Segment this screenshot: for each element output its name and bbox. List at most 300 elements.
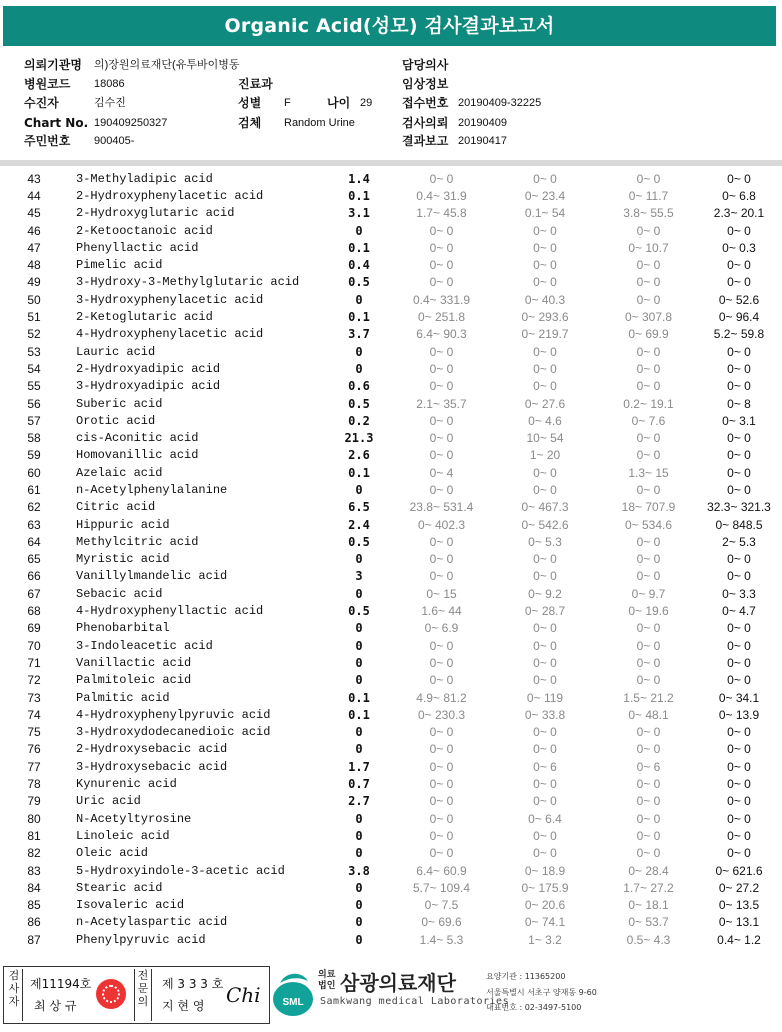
reference-range-1: 1.6~ 44 [421, 604, 462, 619]
result-value: 3.8 [348, 863, 370, 878]
reference-range-2: 0~ 18.9 [524, 863, 566, 878]
table-row [0, 672, 782, 689]
reference-range-3: 0~ 0 [636, 275, 661, 290]
reference-range-3: 0~ 0 [636, 811, 661, 826]
table-row [0, 291, 782, 308]
reference-range-2: 0~ 6.4 [528, 811, 562, 826]
row-number: 79 [27, 794, 41, 809]
table-row [0, 654, 782, 671]
table-row [0, 620, 782, 637]
reference-range-4: 0~ 3.1 [722, 413, 756, 428]
reference-range-3: 0~ 53.7 [628, 915, 669, 930]
analyte-name: Sebacic acid [76, 586, 163, 601]
reference-range-2: 0~ 0 [533, 465, 557, 480]
reference-range-3: 0~ 9.7 [631, 586, 666, 601]
reference-range-1: 0~ 0 [429, 742, 454, 757]
reference-range-2: 0~ 5.3 [528, 534, 562, 549]
reference-range-3: 0~ 18.1 [628, 898, 669, 913]
analyte-name: Azelaic acid [76, 465, 163, 480]
table-row [0, 879, 782, 896]
table-row [0, 706, 782, 723]
row-number: 81 [27, 828, 41, 843]
result-value: 0.5 [348, 275, 370, 290]
table-row [0, 845, 782, 862]
lab-address: 서울특별시 서초구 양재동 9-60 [486, 988, 597, 997]
reference-range-1: 6.4~ 90.3 [416, 327, 467, 342]
reference-range-2: 0~ 542.6 [521, 517, 569, 532]
reference-range-1: 0~ 0 [429, 379, 454, 394]
row-number: 69 [27, 621, 41, 636]
result-value: 0.4 [348, 258, 370, 273]
result-value: 3 [355, 569, 363, 584]
row-number: 70 [27, 638, 41, 653]
result-value: 3.7 [348, 327, 370, 342]
row-number: 76 [27, 742, 41, 757]
reference-range-3: 0~ 0 [636, 673, 661, 688]
reference-range-1: 0~ 0 [429, 482, 454, 497]
reference-range-3: 18~ 707.9 [621, 500, 676, 515]
reference-range-3: 0~ 0 [636, 569, 661, 584]
reference-range-4: 0~ 52.6 [718, 292, 760, 307]
table-row [0, 602, 782, 619]
reference-range-1: 0~ 15 [426, 586, 457, 601]
reference-range-4: 0~ 13.5 [718, 898, 760, 913]
reference-range-2: 0~ 0 [533, 379, 557, 394]
reference-range-1: 0~ 0 [429, 552, 454, 567]
lab-code: 요양기관 : 11365200 [486, 972, 566, 981]
reference-range-1: 0~ 0 [429, 828, 454, 843]
reference-range-1: 6.4~ 60.9 [416, 863, 467, 878]
reference-range-3: 0~ 0 [636, 258, 661, 273]
reference-range-1: 0~ 0 [429, 673, 454, 688]
result-value: 21.3 [344, 431, 374, 446]
reference-range-2: 0~ 0 [533, 846, 557, 861]
result-value: 0.5 [348, 534, 370, 549]
result-value: 0 [355, 880, 363, 895]
sml-logo-icon [272, 969, 314, 1017]
reference-range-2: 0~ 0 [533, 258, 557, 273]
row-number: 64 [27, 534, 41, 549]
row-number: 50 [27, 292, 41, 307]
row-number: 51 [27, 310, 41, 325]
analyte-name: 3-Methyladipic acid [76, 171, 213, 186]
reference-range-4: 0~ 27.2 [718, 880, 760, 895]
reference-range-3: 0~ 19.6 [628, 604, 669, 619]
result-value: 0 [355, 742, 363, 757]
result-value: 0.1 [348, 310, 370, 325]
table-row [0, 516, 782, 533]
reference-range-4: 5.2~ 59.8 [713, 327, 765, 342]
table-row [0, 689, 782, 706]
reference-range-2: 0~ 0 [533, 275, 557, 290]
reference-range-4: 0~ 0 [727, 465, 751, 480]
analyte-name: Oleic acid [76, 846, 149, 861]
result-value: 0 [355, 552, 363, 567]
results-table [0, 170, 782, 948]
inspector-label: 검사자 [6, 969, 23, 1021]
table-row [0, 343, 782, 360]
reference-range-2: 0~ 219.7 [521, 327, 569, 342]
specialist-name: 지 현 영 [162, 999, 205, 1013]
reference-range-4: 0~ 0 [727, 431, 751, 446]
report-title: Organic Acid(성모) 검사결과보고서 [3, 6, 776, 46]
result-value: 2.7 [348, 794, 370, 809]
signature-box [3, 966, 270, 1024]
analyte-name: Vanillylmandelic acid [76, 569, 228, 584]
table-row [0, 637, 782, 654]
row-number: 48 [27, 258, 41, 273]
reference-range-2: 0~ 0 [533, 552, 557, 567]
reference-range-2: 0.1~ 54 [524, 206, 566, 221]
row-number: 59 [27, 448, 41, 463]
reference-range-4: 0~ 6.8 [722, 188, 756, 203]
signature: Chi [226, 983, 261, 1007]
table-row [0, 896, 782, 913]
reference-range-2: 0~ 33.8 [524, 707, 566, 722]
reference-range-4: 0~ 0 [727, 361, 751, 376]
analyte-name: Phenyllactic acid [76, 240, 199, 255]
reference-range-2: 0~ 6 [533, 759, 557, 774]
table-row [0, 827, 782, 844]
result-value: 0.5 [348, 604, 370, 619]
reference-range-1: 1.7~ 45.8 [416, 206, 467, 221]
table-row [0, 862, 782, 879]
reference-range-3: 1.7~ 27.2 [623, 880, 674, 895]
row-number: 55 [27, 379, 41, 394]
analyte-name: 3-Hydroxydodecanedioic acid [76, 725, 271, 740]
reference-range-1: 0~ 4 [429, 465, 454, 480]
result-value: 0 [355, 828, 363, 843]
result-value: 2.4 [348, 517, 370, 532]
row-number: 84 [27, 880, 41, 895]
reference-range-3: 0~ 534.6 [624, 517, 673, 532]
reference-range-3: 0~ 48.1 [628, 707, 669, 722]
analyte-name: cis-Aconitic acid [76, 431, 199, 446]
reference-range-3: 0~ 0 [636, 846, 661, 861]
reference-range-3: 0~ 0 [636, 534, 661, 549]
reference-range-3: 1.3~ 15 [628, 465, 669, 480]
reference-range-3: 0~ 0 [636, 638, 661, 653]
reference-range-4: 0~ 0 [727, 811, 751, 826]
analyte-name: 2-Ketoglutaric acid [76, 310, 213, 325]
reference-range-2: 0~ 0 [533, 794, 557, 809]
result-value: 1.7 [348, 759, 370, 774]
analyte-name: Isovaleric acid [76, 898, 185, 913]
reference-range-4: 0~ 0 [727, 673, 751, 688]
reference-range-3: 0~ 0 [636, 828, 661, 843]
reference-range-3: 0~ 0 [636, 621, 661, 636]
reference-range-2: 0~ 9.2 [528, 586, 562, 601]
reference-range-2: 0~ 4.6 [528, 413, 562, 428]
reference-range-4: 0~ 848.5 [715, 517, 763, 532]
reference-range-1: 0~ 6.9 [424, 621, 459, 636]
analyte-name: 2-Hydroxysebacic acid [76, 742, 228, 757]
reference-range-3: 0~ 11.7 [628, 188, 669, 203]
table-row [0, 360, 782, 377]
analyte-name: n-Acetylaspartic acid [76, 915, 228, 930]
reference-range-3: 0~ 6 [636, 759, 661, 774]
table-row [0, 481, 782, 498]
header-divider [0, 160, 782, 166]
specialist-label: 전문의 [134, 969, 152, 1021]
reference-range-4: 0~ 0 [727, 482, 751, 497]
result-value: 0.1 [348, 465, 370, 480]
reference-range-1: 0~ 69.6 [421, 915, 462, 930]
reference-range-4: 0~ 0.3 [722, 240, 756, 255]
reference-range-3: 0~ 0 [636, 344, 661, 359]
reference-range-3: 0~ 10.7 [628, 240, 669, 255]
reference-range-3: 0~ 0 [636, 725, 661, 740]
reference-range-1: 0~ 0 [429, 811, 454, 826]
reference-range-3: 0~ 0 [636, 552, 661, 567]
result-value: 0 [355, 655, 363, 670]
table-row [0, 914, 782, 931]
reference-range-3: 0.2~ 19.1 [623, 396, 674, 411]
reference-range-1: 0.4~ 31.9 [416, 188, 467, 203]
reference-range-4: 0~ 0 [727, 777, 751, 792]
lab-english-name: Samkwang medical Laboratories [320, 996, 510, 1007]
row-number: 58 [27, 431, 41, 446]
reference-range-1: 0~ 0 [429, 171, 454, 186]
reference-range-3: 0~ 0 [636, 292, 661, 307]
analyte-name: 4-Hydroxyphenyllactic acid [76, 604, 264, 619]
reference-range-3: 0~ 0 [636, 655, 661, 670]
reference-range-4: 0~ 621.6 [715, 863, 763, 878]
analyte-name: Citric acid [76, 500, 156, 515]
reference-range-4: 0~ 0 [727, 846, 751, 861]
reference-range-4: 0.4~ 1.2 [717, 932, 761, 947]
logo-text: SML [282, 997, 304, 1008]
reference-range-1: 0~ 0 [429, 344, 454, 359]
reference-range-4: 0~ 0 [727, 759, 751, 774]
reference-range-1: 0~ 0 [429, 275, 454, 290]
reference-range-2: 0~ 0 [533, 828, 557, 843]
analyte-name: 5-Hydroxyindole-3-acetic acid [76, 863, 285, 878]
table-row [0, 412, 782, 429]
analyte-name: Homovanillic acid [76, 448, 199, 463]
table-row [0, 187, 782, 204]
analyte-name: 2-Hydroxyglutaric acid [76, 206, 235, 221]
analyte-name: Palmitoleic acid [76, 673, 192, 688]
reference-range-4: 0~ 0 [727, 794, 751, 809]
row-number: 61 [27, 482, 41, 497]
table-row [0, 464, 782, 481]
reference-range-3: 0~ 0 [636, 361, 661, 376]
reference-range-4: 0~ 0 [727, 655, 751, 670]
reference-range-4: 0~ 34.1 [718, 690, 760, 705]
result-value: 0 [355, 811, 363, 826]
reference-range-2: 0~ 0 [533, 569, 557, 584]
inspector-name: 최 상 규 [34, 999, 77, 1013]
row-number: 53 [27, 344, 41, 359]
analyte-name: 3-Indoleacetic acid [76, 638, 213, 653]
reference-range-2: 0~ 0 [533, 223, 557, 238]
reference-range-1: 0~ 0 [429, 431, 454, 446]
result-value: 0.1 [348, 240, 370, 255]
reference-range-1: 1.4~ 5.3 [419, 932, 464, 947]
row-number: 78 [27, 777, 41, 792]
row-number: 87 [27, 932, 41, 947]
reference-range-1: 0~ 7.5 [424, 898, 459, 913]
reference-range-4: 0~ 13.9 [718, 707, 760, 722]
reference-range-2: 1~ 20 [529, 448, 561, 463]
row-number: 68 [27, 604, 41, 619]
row-number: 65 [27, 552, 41, 567]
row-number: 52 [27, 327, 41, 342]
table-row [0, 775, 782, 792]
analyte-name: 3-Hydroxy-3-Methylglutaric acid [76, 275, 300, 290]
row-number: 45 [27, 206, 41, 221]
row-number: 85 [27, 898, 41, 913]
row-number: 74 [27, 707, 41, 722]
analyte-name: Linoleic acid [76, 828, 170, 843]
result-value: 0 [355, 898, 363, 913]
result-value: 0 [355, 361, 363, 376]
result-value: 0 [355, 344, 363, 359]
analyte-name: 3-Hydroxyadipic acid [76, 379, 221, 394]
reference-range-4: 0~ 0 [727, 742, 751, 757]
reference-range-3: 0.5~ 4.3 [626, 932, 671, 947]
reference-range-4: 0~ 13.1 [718, 915, 760, 930]
reference-range-1: 5.7~ 109.4 [412, 880, 471, 895]
reference-range-1: 0~ 251.8 [417, 310, 466, 325]
reference-range-4: 0~ 0 [727, 275, 751, 290]
reference-range-1: 0~ 402.3 [417, 517, 466, 532]
reference-range-4: 0~ 0 [727, 621, 751, 636]
analyte-name: Hippuric acid [76, 517, 170, 532]
row-number: 62 [27, 500, 41, 515]
row-number: 73 [27, 690, 41, 705]
analyte-name: Phenobarbital [76, 621, 170, 636]
reference-range-4: 0~ 0 [727, 552, 751, 567]
row-number: 57 [27, 413, 41, 428]
row-number: 72 [27, 673, 41, 688]
reference-range-4: 0~ 0 [727, 569, 751, 584]
table-row [0, 551, 782, 568]
analyte-name: 3-Hydroxyphenylacetic acid [76, 292, 264, 307]
reference-range-2: 0~ 23.4 [524, 188, 566, 203]
reference-range-4: 0~ 0 [727, 725, 751, 740]
reference-range-1: 0~ 0 [429, 534, 454, 549]
reference-range-1: 0~ 0 [429, 777, 454, 792]
analyte-name: 4-Hydroxyphenylpyruvic acid [76, 707, 271, 722]
row-number: 44 [27, 188, 41, 203]
reference-range-3: 1.5~ 21.2 [623, 690, 674, 705]
row-number: 46 [27, 223, 41, 238]
result-value: 2.6 [348, 448, 370, 463]
reference-range-2: 0~ 0 [533, 240, 557, 255]
reference-range-2: 0~ 467.3 [521, 500, 569, 515]
reference-range-1: 4.9~ 81.2 [416, 690, 467, 705]
reference-range-3: 0~ 0 [636, 742, 661, 757]
result-value: 0 [355, 915, 363, 930]
row-number: 83 [27, 863, 41, 878]
analyte-name: Uric acid [76, 794, 141, 809]
result-value: 0 [355, 621, 363, 636]
table-row [0, 239, 782, 256]
reference-range-1: 0~ 0 [429, 655, 454, 670]
reference-range-1: 0~ 0 [429, 846, 454, 861]
result-value: 0.5 [348, 396, 370, 411]
reference-range-2: 0~ 293.6 [521, 310, 569, 325]
row-number: 71 [27, 655, 41, 670]
table-row [0, 793, 782, 810]
reference-range-2: 10~ 54 [526, 431, 564, 446]
reference-range-2: 0~ 0 [533, 344, 557, 359]
table-row [0, 724, 782, 741]
reference-range-1: 0~ 0 [429, 725, 454, 740]
reference-range-4: 0~ 0 [727, 828, 751, 843]
row-number: 43 [27, 171, 41, 186]
table-row [0, 758, 782, 775]
result-value: 0.1 [348, 690, 370, 705]
row-number: 56 [27, 396, 41, 411]
reference-range-2: 1~ 3.2 [528, 932, 562, 947]
analyte-name: Stearic acid [76, 880, 163, 895]
result-value: 0 [355, 482, 363, 497]
reference-range-3: 0~ 69.9 [628, 327, 669, 342]
analyte-name: 4-Hydroxyphenylacetic acid [76, 327, 264, 342]
reference-range-4: 0~ 0 [727, 379, 751, 394]
result-value: 0.2 [348, 413, 370, 428]
reference-range-1: 0~ 0 [429, 759, 454, 774]
table-row [0, 308, 782, 325]
table-row [0, 256, 782, 273]
result-value: 0 [355, 292, 363, 307]
table-row [0, 810, 782, 827]
table-row [0, 585, 782, 602]
reference-range-2: 0~ 0 [533, 673, 557, 688]
reference-range-1: 23.8~ 531.4 [409, 500, 474, 515]
result-value: 3.1 [348, 206, 370, 221]
table-row [0, 447, 782, 464]
row-number: 67 [27, 586, 41, 601]
reference-range-2: 0~ 0 [533, 777, 557, 792]
reference-range-3: 0~ 0 [636, 777, 661, 792]
analyte-name: 3-Hydroxysebacic acid [76, 759, 228, 774]
analyte-name: Phenylpyruvic acid [76, 932, 206, 947]
reference-range-2: 0~ 0 [533, 482, 557, 497]
row-number: 63 [27, 517, 41, 532]
reference-range-1: 0~ 230.3 [417, 707, 466, 722]
reference-range-2: 0~ 175.9 [521, 880, 569, 895]
reference-range-3: 0~ 0 [636, 171, 661, 186]
reference-range-4: 0~ 0 [727, 171, 751, 186]
reference-range-2: 0~ 0 [533, 725, 557, 740]
result-value: 0 [355, 223, 363, 238]
official-seal-icon [96, 979, 126, 1009]
reference-range-4: 0~ 0 [727, 223, 751, 238]
reference-range-3: 0~ 0 [636, 482, 661, 497]
table-row [0, 741, 782, 758]
reference-range-2: 0~ 0 [533, 361, 557, 376]
reference-range-3: 3.8~ 55.5 [623, 206, 674, 221]
reference-range-2: 0~ 0 [533, 621, 557, 636]
analyte-name: 2-Hydroxyphenylacetic acid [76, 188, 264, 203]
analyte-name: Palmitic acid [76, 690, 170, 705]
reference-range-1: 0~ 0 [429, 794, 454, 809]
result-value: 0 [355, 725, 363, 740]
row-number: 86 [27, 915, 41, 930]
reference-range-2: 0~ 119 [526, 690, 564, 705]
result-value: 0 [355, 932, 363, 947]
result-value: 0.1 [348, 707, 370, 722]
result-value: 0.1 [348, 188, 370, 203]
table-row [0, 499, 782, 516]
reference-range-2: 0~ 0 [533, 638, 557, 653]
table-row [0, 205, 782, 222]
reference-range-3: 0~ 0 [636, 794, 661, 809]
